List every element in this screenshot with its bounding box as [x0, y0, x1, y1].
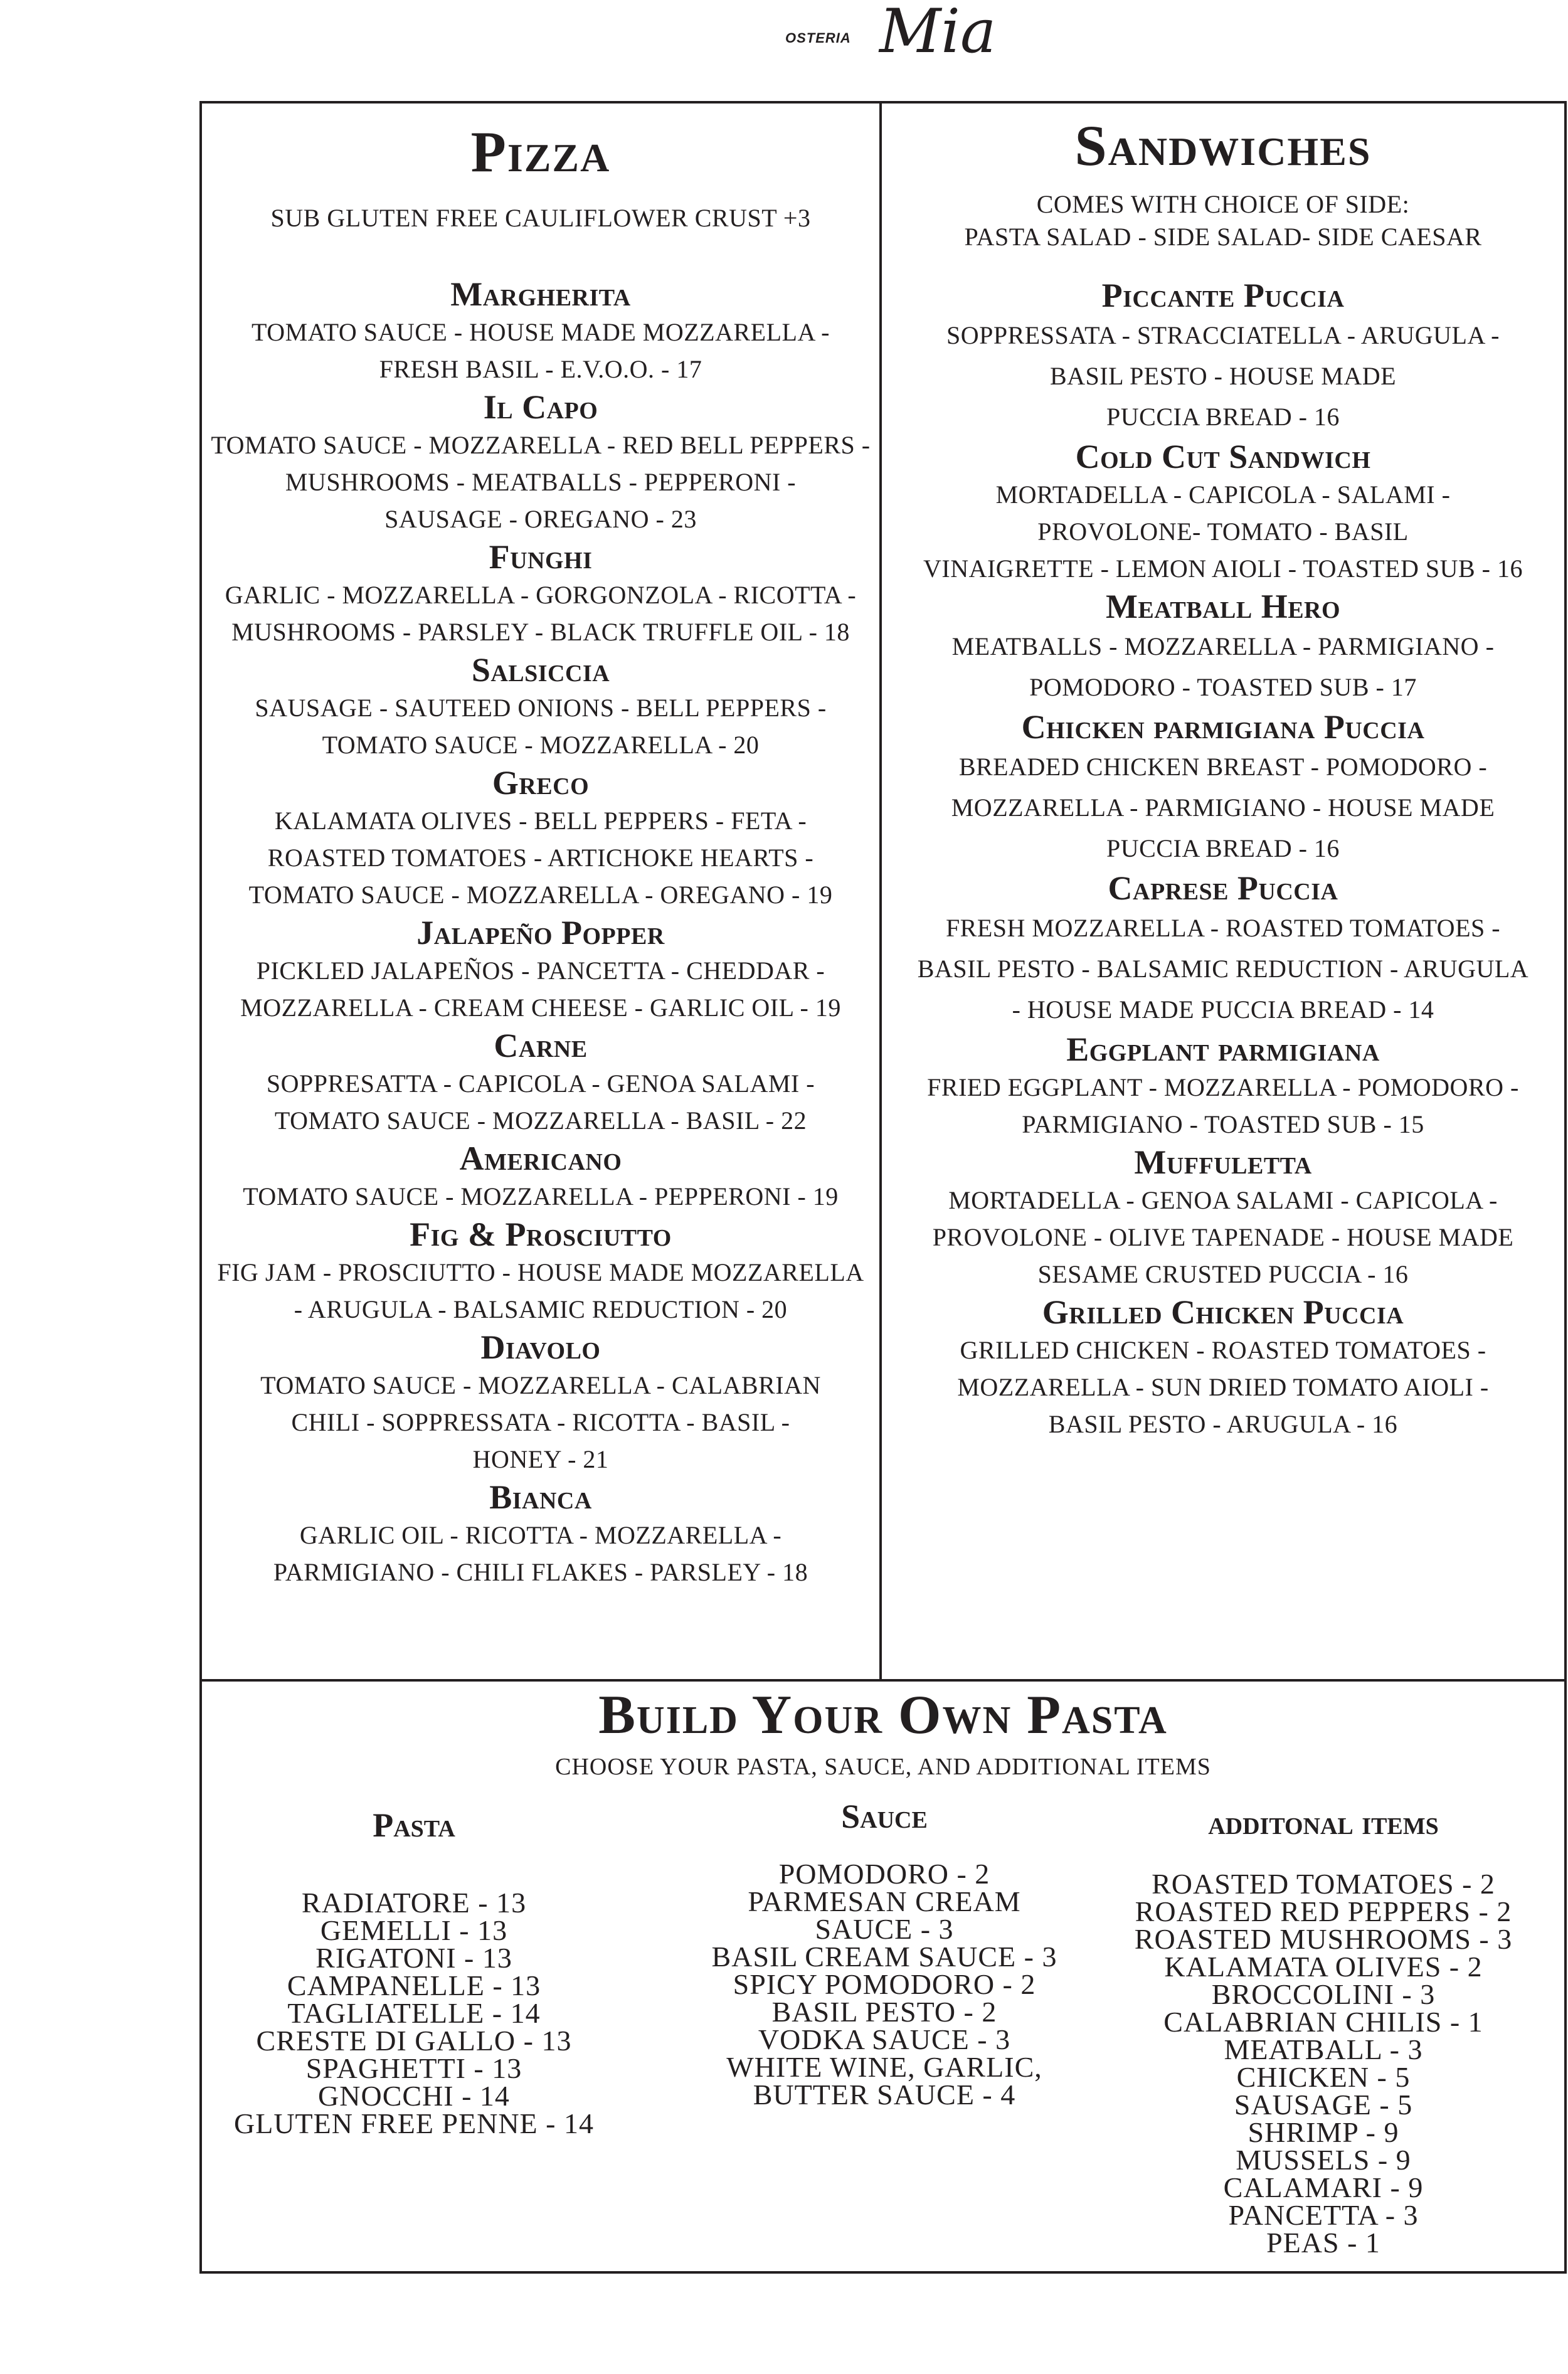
- sandwich-item: [882, 1293, 1564, 1443]
- pizza-item-description: TOMATO SAUCE - MOZZARELLA - RED BELL PEPPERS -: [211, 430, 871, 459]
- pizza-title: Pizza: [470, 120, 611, 184]
- sandwich-item-description: BASIL PESTO - HOUSE MADE: [1049, 361, 1397, 390]
- additional-item-option: MEATBALL - 3: [1224, 2033, 1423, 2065]
- additional-item-option: SHRIMP - 9: [1248, 2116, 1399, 2148]
- pizza-item: [202, 1215, 879, 1328]
- pizza-item-description: TOMATO SAUCE - MOZZARELLA - OREGANO - 19: [248, 880, 833, 909]
- additional-item-option: CALAMARI - 9: [1223, 2171, 1424, 2203]
- additional-items-heading: additonal items: [1208, 1804, 1439, 1841]
- sauce-option: SAUCE - 3: [815, 1913, 954, 1945]
- sandwich-item-description: BASIL PESTO - BALSAMIC REDUCTION - ARUGULA: [917, 954, 1529, 983]
- additional-item-option: PEAS - 1: [1266, 2227, 1380, 2259]
- additional-item-option: BROCCOLINI - 3: [1211, 1978, 1436, 2010]
- pizza-item-description: SOPPRESATTA - CAPICOLA - GENOA SALAMI -: [266, 1069, 815, 1098]
- pizza-subtitle: SUB GLUTEN FREE CAULIFLOWER CRUST +3: [270, 203, 811, 232]
- build-title: Build Your Own Pasta: [598, 1685, 1168, 1746]
- sandwich-item-description: PARMIGIANO - TOASTED SUB - 15: [1022, 1110, 1424, 1138]
- sauce-option: BASIL CREAM SAUCE - 3: [711, 1941, 1057, 1973]
- sandwich-item-description: MORTADELLA - CAPICOLA - SALAMI -: [995, 480, 1451, 509]
- pasta-option: RADIATORE - 13: [301, 1887, 527, 1919]
- pizza-items: [202, 275, 879, 1591]
- build-your-own-pasta-section: [202, 1683, 1564, 1784]
- pasta-option: SPAGHETTI - 13: [305, 2052, 522, 2084]
- pizza-item-name: Bianca: [489, 1478, 592, 1516]
- sandwich-item-name: Muffuletta: [1134, 1143, 1312, 1181]
- sandwich-item-name: Meatball Hero: [1105, 587, 1341, 625]
- sandwich-item-description: GRILLED CHICKEN - ROASTED TOMATOES -: [960, 1335, 1486, 1364]
- sandwich-item-description: MOZZARELLA - PARMIGIANO - HOUSE MADE: [951, 793, 1495, 822]
- pizza-item-description: SAUSAGE - SAUTEED ONIONS - BELL PEPPERS -: [255, 693, 827, 722]
- pizza-item-name: Il Capo: [483, 388, 598, 426]
- pizza-item-description: TOMATO SAUCE - MOZZARELLA - PEPPERONI - 19: [243, 1182, 839, 1211]
- additional-items-column: [1116, 1804, 1530, 2257]
- sauce-option: PARMESAN CREAM: [748, 1885, 1021, 1917]
- pizza-item-description: MUSHROOMS - PARSLEY - BLACK TRUFFLE OIL - 18: [231, 617, 850, 646]
- pizza-item-name: Carne: [494, 1026, 588, 1064]
- sandwich-item-description: PROVOLONE - OLIVE TAPENADE - HOUSE MADE: [932, 1222, 1514, 1251]
- pizza-item-description: TOMATO SAUCE - MOZZARELLA - 20: [322, 730, 760, 759]
- pizza-item: [202, 1026, 879, 1139]
- pizza-item-description: FRESH BASIL - E.V.O.O. - 17: [379, 354, 702, 383]
- sandwich-item-name: Cold Cut Sandwich: [1075, 437, 1371, 475]
- additional-item-option: KALAMATA OLIVES - 2: [1164, 1951, 1483, 1983]
- pizza-item-name: Salsiccia: [471, 650, 610, 689]
- pizza-item-description: HONEY - 21: [472, 1444, 609, 1473]
- restaurant-logo: [771, 0, 997, 82]
- pizza-item-description: GARLIC - MOZZARELLA - GORGONZOLA - RICOTTA -: [225, 580, 857, 609]
- pizza-item: [202, 538, 879, 650]
- pasta-column: [213, 1806, 615, 2138]
- pizza-item: [202, 913, 879, 1026]
- additional-item-option: ROASTED TOMATOES - 2: [1152, 1868, 1495, 1900]
- sandwiches-section: [882, 114, 1564, 1443]
- pizza-item-name: Fig & Prosciutto: [410, 1215, 672, 1253]
- sandwiches-title: Sandwiches: [1074, 114, 1372, 178]
- sandwich-item-name: Grilled Chicken Puccia: [1042, 1293, 1404, 1331]
- pizza-item-description: FIG JAM - PROSCIUTTO - HOUSE MADE MOZZARELLA: [217, 1258, 864, 1286]
- pizza-item-description: GARLIC OIL - RICOTTA - MOZZARELLA -: [299, 1520, 782, 1549]
- pizza-item-description: TOMATO SAUCE - MOZZARELLA - CALABRIAN: [260, 1370, 821, 1399]
- pizza-item-name: Margherita: [450, 275, 631, 313]
- additional-item-option: SAUSAGE - 5: [1234, 2089, 1413, 2121]
- section-divider: [199, 1679, 1567, 1682]
- sandwich-item: [882, 707, 1564, 869]
- pizza-item: [202, 1328, 879, 1478]
- logo-mia: Mia: [879, 0, 997, 66]
- pizza-item-description: KALAMATA OLIVES - BELL PEPPERS - FETA -: [274, 806, 807, 835]
- sauce-option: POMODORO - 2: [778, 1858, 990, 1890]
- sandwich-item-description: SOPPRESSATA - STRACCIATELLA - ARUGULA -: [946, 321, 1500, 349]
- pizza-item: [202, 275, 879, 388]
- sandwich-item-description: BREADED CHICKEN BREAST - POMODORO -: [958, 752, 1488, 781]
- pasta-option: TAGLIATELLE - 14: [287, 1997, 541, 2029]
- sandwich-item-description: VINAIGRETTE - LEMON AIOLI - TOASTED SUB - 16: [923, 554, 1523, 583]
- pizza-item-description: ROASTED TOMATOES - ARTICHOKE HEARTS -: [267, 843, 814, 872]
- sauce-option: BUTTER SAUCE - 4: [753, 2079, 1016, 2111]
- pizza-item: [202, 650, 879, 763]
- sandwich-item: [882, 276, 1564, 437]
- sandwich-item: [882, 587, 1564, 707]
- sandwich-item: [882, 1143, 1564, 1293]
- pizza-item: [202, 1478, 879, 1591]
- sandwich-items: [882, 276, 1564, 1443]
- pasta-heading: Pasta: [373, 1806, 455, 1844]
- pasta-list: [213, 1889, 615, 2138]
- sandwich-item: [882, 437, 1564, 587]
- sandwich-item-description: SESAME CRUSTED PUCCIA - 16: [1037, 1259, 1409, 1288]
- pizza-item-description: SAUSAGE - OREGANO - 23: [384, 504, 697, 533]
- sandwich-item-description: FRIED EGGPLANT - MOZZARELLA - POMODORO -: [927, 1073, 1519, 1101]
- pizza-item-description: TOMATO SAUCE - MOZZARELLA - BASIL - 22: [274, 1106, 807, 1135]
- additional-items-list: [1116, 1870, 1530, 2257]
- sauce-option: VODKA SAUCE - 3: [758, 2023, 1011, 2055]
- additional-item-option: CHICKEN - 5: [1236, 2061, 1411, 2093]
- build-subtitle: CHOOSE YOUR PASTA, SAUCE, AND ADDITIONAL ITEMS: [555, 1754, 1211, 1781]
- pizza-item-name: Americano: [459, 1139, 622, 1177]
- pasta-option: CRESTE DI GALLO - 13: [256, 2025, 572, 2057]
- sandwich-item-name: Caprese Puccia: [1108, 869, 1338, 907]
- sandwich-item-name: Piccante Puccia: [1101, 276, 1345, 314]
- pizza-item-name: Diavolo: [480, 1328, 601, 1366]
- sandwiches-subtitle-line-1: COMES WITH CHOICE OF SIDE:: [1036, 189, 1410, 218]
- sandwich-item-name: Eggplant parmigiana: [1066, 1030, 1380, 1068]
- pizza-item-name: Funghi: [489, 538, 593, 576]
- sandwich-item-description: MORTADELLA - GENOA SALAMI - CAPICOLA -: [948, 1185, 1498, 1214]
- pizza-item-description: PARMIGIANO - CHILI FLAKES - PARSLEY - 18: [273, 1557, 808, 1586]
- pizza-item-name: Greco: [492, 763, 590, 802]
- additional-item-option: PANCETTA - 3: [1228, 2199, 1419, 2231]
- pasta-option: RIGATONI - 13: [315, 1942, 512, 1974]
- pasta-option: GEMELLI - 13: [320, 1914, 508, 1946]
- sauce-column: [677, 1798, 1091, 2109]
- additional-item-option: ROASTED MUSHROOMS - 3: [1134, 1923, 1513, 1955]
- sauce-list: [677, 1860, 1091, 2109]
- sandwich-item-description: PUCCIA BREAD - 16: [1106, 834, 1340, 862]
- pizza-item-description: PICKLED JALAPEÑOS - PANCETTA - CHEDDAR -: [256, 956, 825, 985]
- sandwiches-subtitle-line-2: PASTA SALAD - SIDE SALAD- SIDE CAESAR: [964, 222, 1482, 251]
- pasta-option: GLUTEN FREE PENNE - 14: [234, 2107, 594, 2139]
- pizza-item-description: MOZZARELLA - CREAM CHEESE - GARLIC OIL - 19: [240, 993, 841, 1022]
- additional-item-option: ROASTED RED PEPPERS - 2: [1135, 1895, 1512, 1927]
- sandwich-item-name: Chicken parmigiana Puccia: [1021, 707, 1425, 746]
- pizza-item-name: Jalapeño Popper: [416, 913, 665, 951]
- pizza-item-description: CHILI - SOPPRESSATA - RICOTTA - BASIL -: [291, 1407, 790, 1436]
- additional-item-option: CALABRIAN CHILIS - 1: [1163, 2006, 1483, 2038]
- logo-osteria: OSTERIA: [785, 30, 851, 46]
- sandwich-item-description: PUCCIA BREAD - 16: [1106, 402, 1340, 431]
- sandwich-item-description: MOZZARELLA - SUN DRIED TOMATO AIOLI -: [957, 1372, 1489, 1401]
- sauce-heading: Sauce: [841, 1798, 928, 1835]
- sauce-option: SPICY POMODORO - 2: [733, 1968, 1036, 2000]
- sandwich-item-description: BASIL PESTO - ARUGULA - 16: [1048, 1409, 1398, 1438]
- pizza-item-description: - ARUGULA - BALSAMIC REDUCTION - 20: [294, 1295, 788, 1323]
- sandwich-item-description: POMODORO - TOASTED SUB - 17: [1029, 672, 1417, 701]
- sandwich-item-description: - HOUSE MADE PUCCIA BREAD - 14: [1012, 995, 1434, 1024]
- pizza-section: [202, 119, 879, 1591]
- pizza-item-description: TOMATO SAUCE - HOUSE MADE MOZZARELLA -: [252, 317, 830, 346]
- pasta-option: CAMPANELLE - 13: [287, 1969, 541, 2001]
- sandwich-item-description: FRESH MOZZARELLA - ROASTED TOMATOES -: [945, 913, 1501, 942]
- sandwich-item: [882, 1030, 1564, 1143]
- pizza-item: [202, 763, 879, 913]
- sauce-option: BASIL PESTO - 2: [771, 1996, 997, 2028]
- additional-item-option: MUSSELS - 9: [1236, 2144, 1411, 2176]
- pizza-item-description: MUSHROOMS - MEATBALLS - PEPPERONI -: [285, 467, 797, 496]
- pasta-option: GNOCCHI - 14: [318, 2080, 510, 2112]
- pizza-item: [202, 388, 879, 538]
- sauce-option: WHITE WINE, GARLIC,: [726, 2051, 1042, 2083]
- pizza-item: [202, 1139, 879, 1215]
- sandwich-item-description: MEATBALLS - MOZZARELLA - PARMIGIANO -: [951, 632, 1495, 660]
- sandwich-item: [882, 869, 1564, 1030]
- sandwich-item-description: PROVOLONE- TOMATO - BASIL: [1037, 517, 1409, 546]
